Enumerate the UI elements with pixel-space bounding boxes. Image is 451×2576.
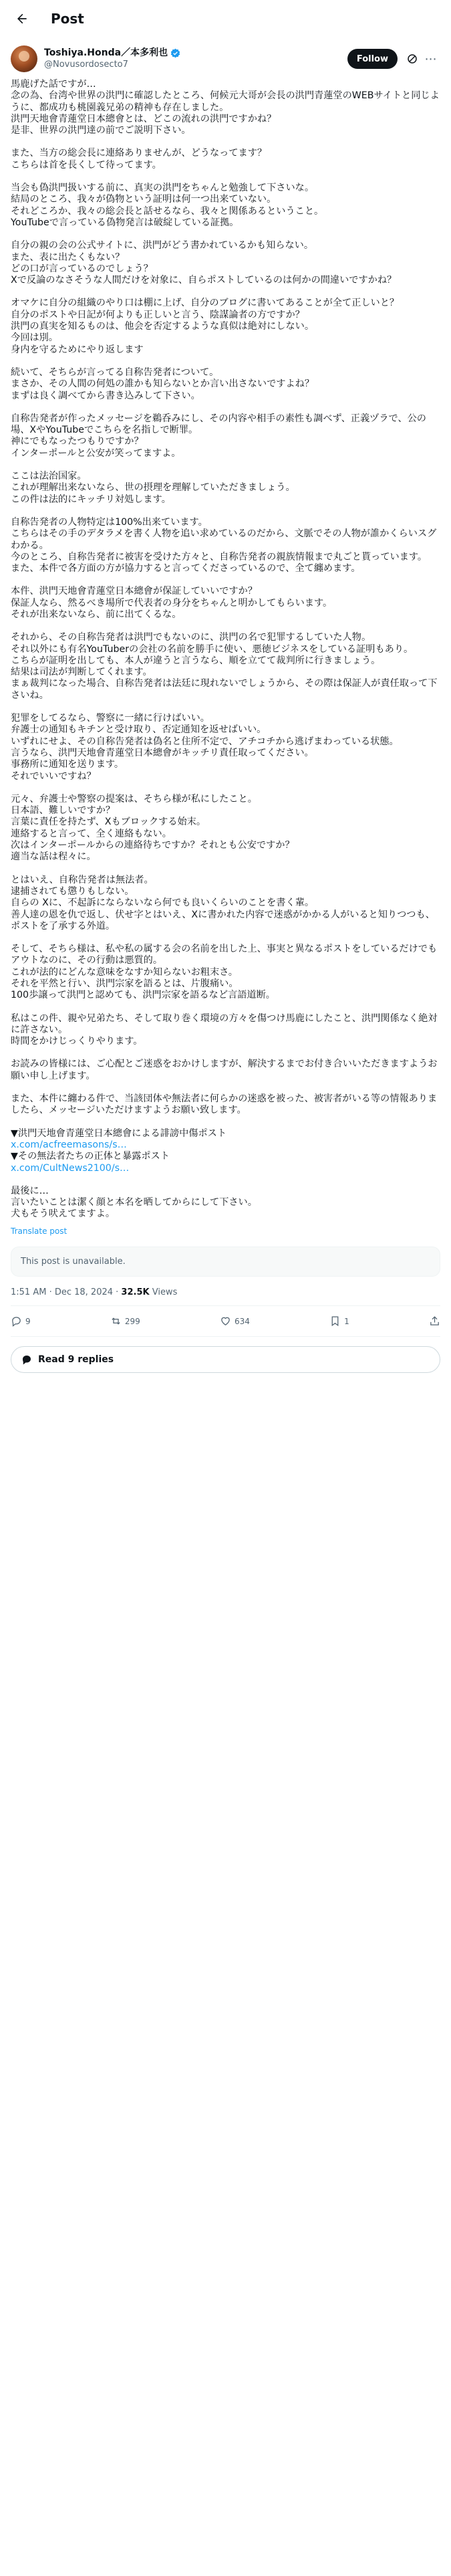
post-paragraph: 当会も偽洪門扱いする前に、真実の洪門をちゃんと勉強して下さいな。 結局のところ、我々が偽物という証明は何一つ出来ていない。 それどころか、我々の総会長と話せるなら、我々と関係あるということ。 YouTubeで言っている偽物発言は破綻している証拠。 bbox=[11, 183, 324, 228]
views-label: Views bbox=[152, 1287, 178, 1298]
post-paragraph: ここは法治国家。 これが理解出来ないなら、世の摂理を理解していただきましょう。 この件は法的にキッチリ対処します。 bbox=[11, 471, 295, 505]
reply-button[interactable] bbox=[11, 1315, 31, 1327]
post-paragraph: また、本件に纏わる件で、当該団体や無法者に何らかの迷惑を被った、被害者がいる等の情報ありましたら、メッセージいただけますようお願い致します。 bbox=[11, 1093, 438, 1116]
post-paragraph: オマケに自分の組織のやり口は棚に上げ、自分のブログに書いてあることが全て正しいと？ 自分のポストや日記が何よりも正しいと言う、陰謀論者の方ですか？ 洪門の真実を知るものは、他会を否定するような真似は絶対にしない。 今回は別。 身内を守るためにやり返します bbox=[11, 298, 400, 355]
read-replies-button[interactable] bbox=[11, 1346, 440, 1373]
translate-post-link[interactable]: Translate post bbox=[11, 1226, 67, 1236]
post-paragraph: お読みの皆様には、ご心配とご迷惑をおかけしますが、解決するまでお付き合いいただきますようお願い申し上げます。 bbox=[11, 1059, 438, 1081]
post-paragraph: それから、その自称告発者は洪門でもないのに、洪門の名で犯罪するしていた人物。 それ以外にも有名YouTuberの会社の名前を勝手に使い、悪徳ビジネスをしている証明もあり。 こちらが証明を出しても、本人が違うと言うなら、順を立てて裁判所に行きましょう。 結果は司法が判断してくれます。 まぁ裁判になった場合、自称告発者は法廷に現れないでしょうから、その際は保証人が責任取って下さいね。 bbox=[11, 632, 438, 701]
link2-label: ▼その無法者たちの正体と暴露ポスト bbox=[11, 1151, 170, 1162]
reply-count: 9 bbox=[25, 1316, 31, 1326]
post-paragraph: とはいえ、自称告発者は無法者。 逮捕されても懲りもしない。 自らの Xに、不起訴にならないなら何でも良いくらいのことを書く輩。 善人達の恩を仇で返し、伏せ字とはいえ、Xに書かれた内容で迷惑がかかる人がいると知りつつも、ポストを了承する外道。 bbox=[11, 874, 435, 932]
avatar[interactable] bbox=[11, 45, 37, 72]
follow-button[interactable]: Follow bbox=[347, 49, 398, 69]
link2-url[interactable]: x.com/CultNews2100/s… bbox=[11, 1162, 130, 1174]
post-meta: 1:51 AM · Dec 18, 2024 · 32.5K Views bbox=[11, 1277, 440, 1306]
repost-icon bbox=[110, 1315, 122, 1327]
links-block bbox=[11, 1128, 440, 1174]
display-name[interactable]: Toshiya.Honda／本多利也 bbox=[44, 47, 168, 58]
post-paragraph: 犯罪をしてるなら、警察に一緒に行けばいい。 弁護士の通知もキチンと受け取り、否定通知を返せばいい。 いずれにせよ、その自称告発者は偽名と住所不定で、アチコチから逃げまわっている状態。 言うなら、洪門天地會青蓮堂日本總會がキッチリ責任取ってください。 事務所に通知を送ります。 それでいいですね？ bbox=[11, 713, 399, 782]
link1-label: ▼洪門天地會青蓮堂日本總會による誹謗中傷ポスト bbox=[11, 1128, 227, 1139]
handle[interactable]: @Novusordosecto7 bbox=[44, 60, 128, 70]
post-paragraph: 元々、弁護士や警察の提案は、そちら様が私にしたこと。 日本語、難しいですか？ 言葉に責任を持たず、Xもブロックする始末。 連絡すると言って、全く連絡もない。 次はインターポールからの連絡待ちですか？それとも公安ですか？ 適当な話は程々に。 bbox=[11, 793, 295, 863]
action-bar bbox=[11, 1306, 440, 1337]
quoted-post-unavailable: This post is unavailable. bbox=[11, 1247, 440, 1277]
link1-url[interactable]: x.com/acfreemasons/s… bbox=[11, 1139, 127, 1150]
reply-icon bbox=[11, 1315, 22, 1327]
bookmark-button[interactable] bbox=[329, 1315, 349, 1327]
author-names bbox=[44, 47, 347, 70]
more-options-icon[interactable]: ⋯ bbox=[424, 51, 438, 66]
reply-bubble-icon bbox=[21, 1354, 33, 1366]
page-title: Post bbox=[51, 11, 84, 27]
post-paragraph: 馬鹿げた話ですが… 念の為、台湾や世界の洪門に確認したところ、何候元大哥が会長の洪門青蓮堂のWEBサイトと同じように、都成功も桃園義兄弟の精神も存在しました。 洪門天地會青蓮堂日本總會とは、どこの流れの洪門ですかね？ 是非、世界の洪門達の前でご説明下さい。 bbox=[11, 79, 440, 136]
post-paragraph: 自称告発者の人物特定は100%出来ています。 こちらはその手のデタラメを書く人物を追い求めているのだから、文脈でその人物が誰かくらいスグわかる。 今のところ、自称告発者に被害を受けた方々と、自称告発者の親族情報まで丸ごと貰っています。 また、本件で各方面の方が協力すると言ってくださっているので、全て纏めます。 bbox=[11, 516, 437, 574]
grok-icon[interactable] bbox=[403, 49, 422, 68]
verified-badge-icon bbox=[170, 48, 180, 58]
post-paragraph: 続いて、そちらが言ってる自称告発者について。 まさか、その人間の何処の誰かも知らないとか言い出さないですよね？ まずは良く調べてから書き込みして下さい。 bbox=[11, 366, 315, 401]
like-count: 634 bbox=[234, 1316, 250, 1326]
repost-button[interactable] bbox=[110, 1315, 140, 1327]
like-button[interactable] bbox=[220, 1315, 250, 1327]
author-row bbox=[0, 37, 451, 75]
post-paragraph: 自分の親の会の公式サイトに、洪門がどう書かれているかも知らない。 また、表に出たくもない？ どの口が言っているのでしょう？ Xで反論のなさそうな人間だけを対象に、自らポストしているのは何かの間違いですかね？ bbox=[11, 240, 397, 286]
views-count: 32.5K bbox=[121, 1287, 150, 1298]
heart-icon bbox=[220, 1315, 231, 1327]
back-button[interactable] bbox=[11, 7, 33, 30]
top-bar bbox=[0, 0, 451, 37]
arrow-left-icon bbox=[15, 12, 29, 25]
share-icon bbox=[429, 1315, 440, 1327]
post-paragraph: 私はこの件、親や兄弟たち、そして取り巻く環境の方々を傷つけ馬鹿にしたこと、洪門関係なく絶対に許さない。 時間をかけじっくりやります。 bbox=[11, 1012, 438, 1047]
share-button[interactable] bbox=[429, 1315, 440, 1327]
post-time[interactable]: 1:51 AM · Dec 18, 2024 bbox=[11, 1287, 114, 1298]
post-paragraph: また、当方の総会長に連絡ありませんが、どうなってます？ こちらは首を長くして待ってます。 bbox=[11, 148, 267, 171]
bookmark-icon bbox=[329, 1315, 341, 1327]
bookmark-count: 1 bbox=[344, 1316, 349, 1326]
post-paragraph: 本件、洪門天地會青蓮堂日本總會が保証していいですか？ 保証人なら、然るべき場所で代表者の身分をちゃんと明かしてもらいます。 それが出来ないなら、前に出てくるな。 bbox=[11, 586, 333, 620]
post-paragraph: そして、そちら様は、私や私の属する会の名前を出した上、事実と異なるポストをしているだけでもアウトなのに、その行動は悪質的。 これが法的にどんな意味をなすか知らないお粗末さ。 それを平然と行い、洪門宗家を語るとは、片腹痛い。 100歩譲って洪門と認めても、洪門宗家を語るなど言語道断。 bbox=[11, 944, 438, 1001]
post-body bbox=[0, 75, 451, 1247]
repost-count: 299 bbox=[124, 1316, 140, 1326]
post-paragraph: 自称告発者が作ったメッセージを鵜呑みにし、その内容や相手の素性も調べず、正義ヅラで、公の場、XやYouTubeでこちらを名指しで断罪。 神にでもなったつもりですか？ インターポールと公安が笑ってますよ。 bbox=[11, 413, 426, 459]
closing-paragraph: 最後に… 言いたいことは潔く顔と本名を晒してからにして下さい。 犬もそう吠えてますよ。 bbox=[11, 1185, 257, 1220]
read-replies-label: Read 9 replies bbox=[38, 1354, 114, 1366]
